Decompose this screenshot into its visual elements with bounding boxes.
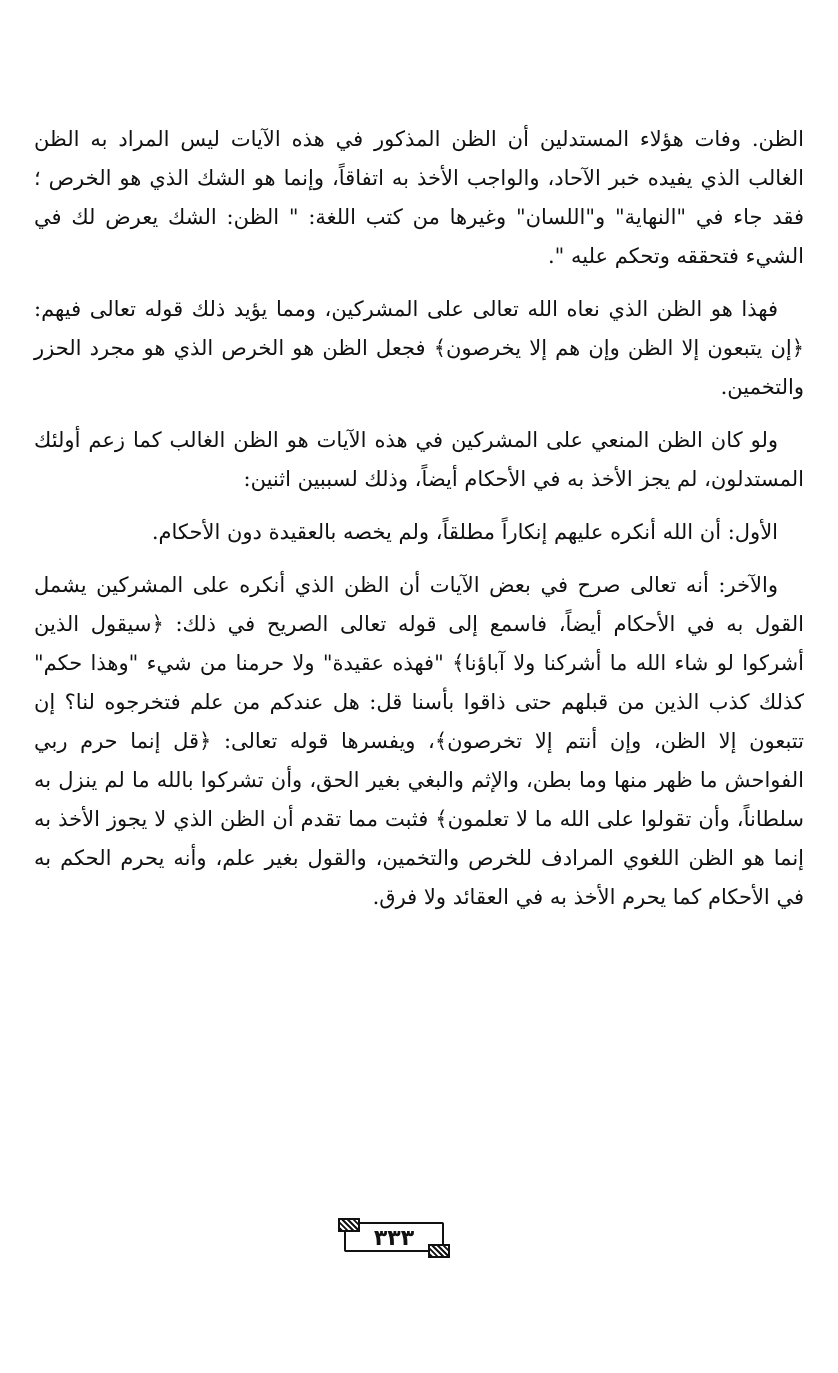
paragraph-4: الأول: أن الله أنكره عليهم إنكاراً مطلقاً، ولم يخصه بالعقيدة دون الأحكام. [151, 520, 778, 544]
paragraph-3: ولو كان الظن المنعي على المشركين في هذه الآيات هو الظن الغالب كما زعم أولئك المستدلون، لم يجز الأخذ به في الأحكام أيضاً، وذلك لسببين اثنين: [34, 428, 804, 491]
paragraph-5: والآخر: أنه تعالى صرح في بعض الآيات أن الظن الذي أنكره على المشركين يشمل القول به في الأحكام أيضاً، فاسمع إلى قوله تعالى الصريح في ذلك: ﴿سيقول الذين أشركوا لو شاء الله ما أشركنا ولا آباؤنا﴾ "فهذه عقيدة" ولا حرمنا من شيء "وهذا حكم" كذلك كذب الذين من قبلهم حتى ذاقوا بأسنا قل: هل عندكم من علم فتخرجوه لنا؟ إن تتبعون إلا الظن، وإن أنتم إلا تخرصون﴾، ويفسرها قوله تعالى: ﴿قل إنما حرم ربي الفواحش ما ظهر منها وما بطن، والإثم والبغي بغير الحق، وأن تشركوا بالله ما لم ينزل به سلطاناً، وأن تقولوا على الله ما لا تعلمون﴾ فثبت مما تقدم أن الظن الذي لا يجوز الأخذ به إنما هو الظن اللغوي المرادف للخرص والتخمين، والقول بغير علم، وأنه يحرم الحكم به في الأحكام كما يحرم الأخذ به في العقائد ولا فرق. [34, 573, 804, 909]
document-page [34, 120, 804, 931]
ornament-right-icon [428, 1244, 450, 1258]
page-number-box [338, 1218, 450, 1258]
paragraph-1: الظن. وفات هؤلاء المستدلين أن الظن المذكور في هذه الآيات ليس المراد به الظن الغالب الذي يفيده خبر الآحاد، والواجب الأخذ به اتفاقاً، وإنما هو الشك الذي هو الخرص ؛ فقد جاء في "النهاية" و"اللسان" وغيرها من كتب اللغة: " الظن: الشك يعرض لك في الشيء فتحققه وتحكم عليه ". [34, 127, 804, 268]
ornament-left-icon [338, 1218, 360, 1232]
page-number: ٣٣٣ [373, 1225, 415, 1251]
paragraph-2: فهذا هو الظن الذي نعاه الله تعالى على المشركين، ومما يؤيد ذلك قوله تعالى فيهم: ﴿إن يتبعون إلا الظن وإن هم إلا يخرصون﴾ فجعل الظن هو الخرص الذي هو مجرد الحزر والتخمين. [34, 297, 804, 399]
